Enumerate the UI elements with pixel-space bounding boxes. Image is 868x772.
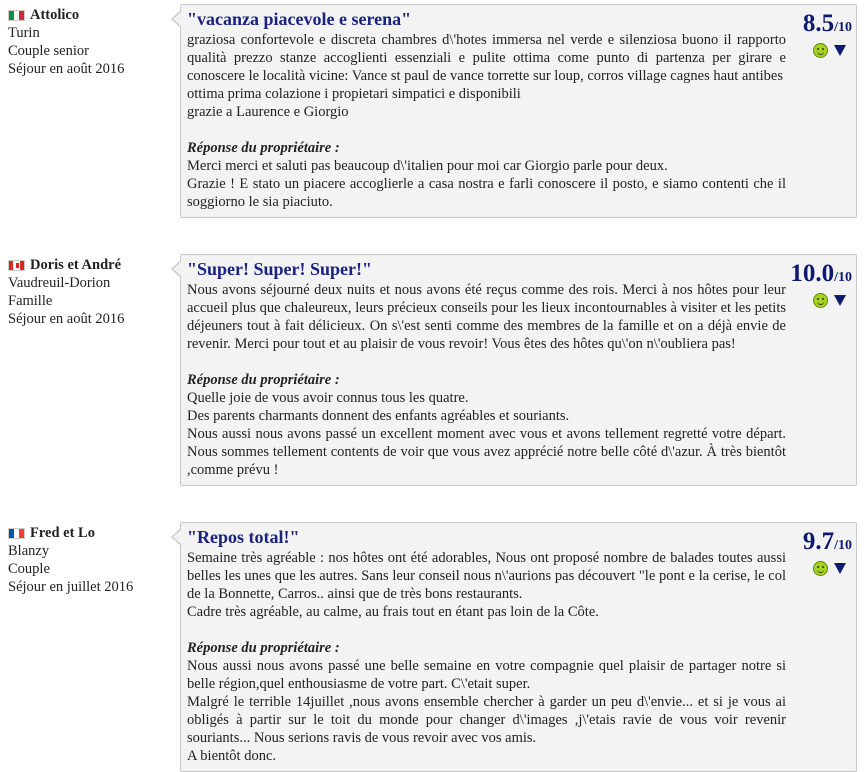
review-bubble bbox=[180, 522, 857, 772]
owner-response-text: Nous aussi nous avons passé une belle semaine en votre compagnie quel plaisir de partager notre si belle région,quel enthousiasme de votre part. C\'etait super. Malgré le terrible 14juillet ,nous avons ensemble chercher à garder un peu d\'envie... et si je vous ai obligés à partir sur le toit du monde pour changer d\'images ,j\'etais ravie de vous voir revenir souriants... Nous serions ravis de vous revoir avec vos amis. A bientôt donc. bbox=[187, 658, 786, 764]
score-max: /10 bbox=[834, 20, 852, 35]
reviewer-info bbox=[8, 6, 173, 78]
smiley-icon bbox=[813, 293, 828, 308]
stay-date: Séjour en juillet 2016 bbox=[8, 579, 134, 595]
traveler-type: Couple senior bbox=[8, 43, 89, 59]
score-box bbox=[788, 11, 852, 58]
reviewer-location: Turin bbox=[8, 25, 40, 41]
review-text: Semaine très agréable : nos hôtes ont été adorables, Nous ont proposé nombre de balades toutes aussi belles les unes que les autres. Sans leur conseil nous n\'aurions pas découvert "le pont e la cerise, le col de la Bonnette, Carros.. ainsi que de très bons restaurants. Cadre très agréable, au calme, au frais tout en étant pas loin de la Côte. bbox=[187, 550, 786, 620]
review-bubble bbox=[180, 4, 857, 218]
italy-flag-icon bbox=[8, 10, 25, 21]
score-max: /10 bbox=[834, 270, 852, 285]
france-flag-icon bbox=[8, 528, 25, 539]
stay-date: Séjour en août 2016 bbox=[8, 311, 125, 327]
reviewer-name: Fred et Lo bbox=[30, 525, 95, 541]
reviewer-info bbox=[8, 524, 173, 596]
expand-arrow-icon[interactable] bbox=[834, 45, 846, 56]
traveler-type: Famille bbox=[8, 293, 53, 309]
review-title: "Super! Super! Super!" bbox=[187, 259, 373, 279]
canada-flag-icon bbox=[8, 260, 25, 271]
expand-arrow-icon[interactable] bbox=[834, 295, 846, 306]
review-text: graziosa confortevole e discreta chambres d\'hotes immersa nel verde e silenziosa buono il rapporto qualità prezzo stanze accoglienti essenziali e pulite ottima come punto di partenza per girare e conoscere le località vicine: Vance st paul de vance torrette sur loup, corros village cagnes haut antibes ottima prima colazione i propietari simpatici e disponibili grazie a Laurence e Giorgio bbox=[187, 32, 786, 120]
score-value: 10.0 bbox=[790, 260, 835, 287]
owner-response-heading: Réponse du propriétaire : bbox=[187, 372, 340, 388]
owner-response-heading: Réponse du propriétaire : bbox=[187, 640, 340, 656]
smiley-icon bbox=[813, 561, 828, 576]
owner-response-text: Merci merci et saluti pas beaucoup d\'italien pour moi car Giorgio parle pour deux. Grazie ! E stato un piacere accoglierle a casa nostra e farli conoscere il posto, e siamo contenti che il soggiorno le sia piaciuto. bbox=[187, 158, 786, 210]
score-value: 8.5 bbox=[802, 10, 835, 37]
smiley-icon bbox=[813, 43, 828, 58]
reviewer-name: Doris et André bbox=[30, 257, 122, 273]
expand-arrow-icon[interactable] bbox=[834, 563, 846, 574]
traveler-type: Couple bbox=[8, 561, 50, 577]
score-value: 9.7 bbox=[802, 528, 835, 555]
score-box bbox=[788, 529, 852, 576]
owner-response-text: Quelle joie de vous avoir connus tous les quatre. Des parents charmants donnent des enfants agréables et souriants. Nous aussi nous avons passé un excellent moment avec vous et avons tellement regretté votre départ. Nous sommes tellement contents de voir que vous avez apprécié notre belle côté d\'azur. À très bientôt ,comme prévu ! bbox=[187, 390, 786, 478]
reviewer-location: Blanzy bbox=[8, 543, 50, 559]
reviewer-location: Vaudreuil-Dorion bbox=[8, 275, 111, 291]
review-bubble bbox=[180, 254, 857, 486]
review-title: "vacanza piacevole e serena" bbox=[187, 9, 412, 29]
score-box bbox=[788, 261, 852, 308]
stay-date: Séjour en août 2016 bbox=[8, 61, 125, 77]
review-title: "Repos total!" bbox=[187, 527, 300, 547]
reviewer-info bbox=[8, 256, 173, 328]
reviewer-name: Attolico bbox=[30, 7, 80, 23]
owner-response-heading: Réponse du propriétaire : bbox=[187, 140, 340, 156]
review-text: Nous avons séjourné deux nuits et nous avons été reçus comme des rois. Merci à nos hôtes pour leur accueil plus que chaleureux, leurs précieux conseils pour les lieux incontournables à visiter et les petits déjeuners tout à fait délicieux. On s\'est senti comme des membres de la famille et on a déjà envie de revenir. Merci pour tout et au plaisir de vous revoir! Vous êtes des hôtes qu\'on n\'oubliera pas! bbox=[187, 282, 786, 352]
score-max: /10 bbox=[834, 538, 852, 553]
